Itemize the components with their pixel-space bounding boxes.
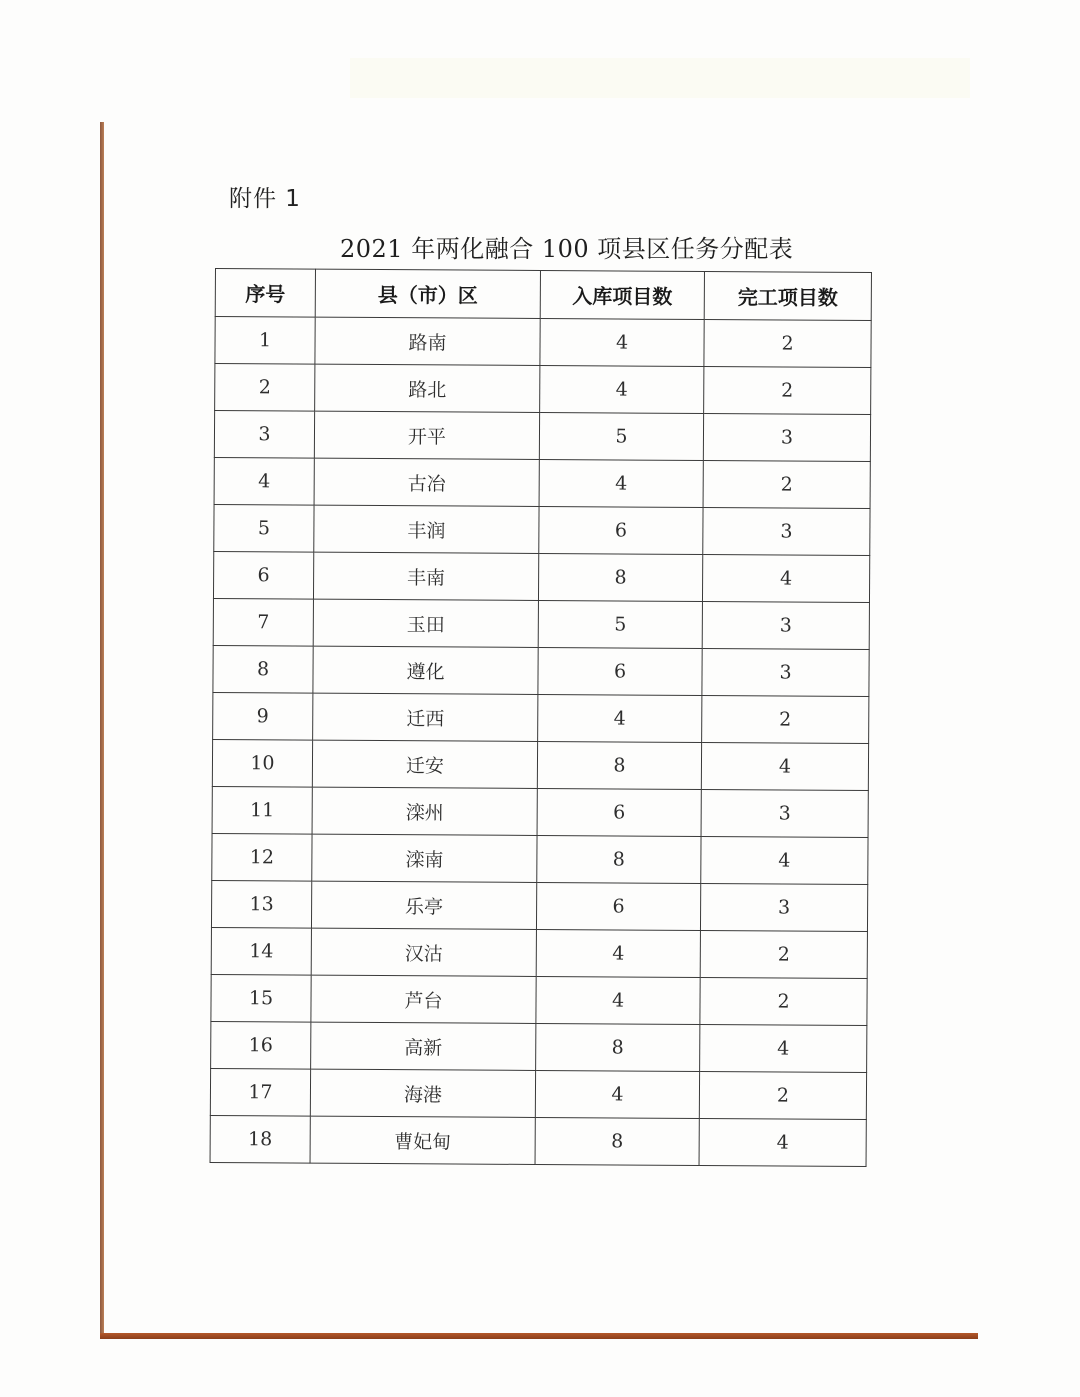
- cell-completed: 3: [702, 601, 869, 649]
- table-row: [211, 974, 867, 1025]
- allocation-table: [210, 268, 872, 1167]
- header-completed-projects: 完工项目数: [704, 271, 871, 320]
- cell-completed: 4: [702, 554, 869, 602]
- cell-stored: 8: [536, 1023, 700, 1071]
- table-row: [212, 786, 868, 837]
- cell-completed: 2: [704, 319, 871, 367]
- cell-stored: 6: [538, 647, 702, 695]
- table-row: [213, 645, 869, 696]
- cell-completed: 3: [702, 648, 869, 696]
- cell-district: 玉田: [313, 599, 538, 647]
- cell-serial: 8: [213, 645, 313, 693]
- cell-district: 芦台: [311, 975, 536, 1023]
- cell-district: 滦州: [312, 787, 537, 835]
- cell-stored: 8: [537, 835, 701, 883]
- table-row: [211, 880, 867, 931]
- cell-serial: 13: [211, 880, 311, 928]
- cell-serial: 6: [213, 551, 313, 599]
- cell-stored: 5: [539, 412, 703, 460]
- cell-district: 滦南: [312, 834, 537, 882]
- table-row: [215, 317, 871, 368]
- cell-serial: 15: [211, 974, 311, 1022]
- table-row: [210, 1068, 866, 1119]
- cell-stored: 8: [537, 741, 701, 789]
- cell-serial: 11: [212, 786, 312, 834]
- table-row: [213, 598, 869, 649]
- cell-completed: 2: [700, 930, 867, 978]
- cell-completed: 3: [701, 789, 868, 837]
- cell-serial: 16: [211, 1021, 311, 1069]
- cell-district: 古冶: [314, 458, 539, 506]
- table-row: [211, 927, 867, 978]
- cell-completed: 3: [703, 507, 870, 555]
- cell-completed: 4: [701, 836, 868, 884]
- cell-stored: 4: [539, 459, 703, 507]
- table-row: [210, 1115, 866, 1166]
- table-row: [214, 411, 870, 462]
- cell-serial: 1: [215, 317, 315, 365]
- cell-completed: 2: [700, 977, 867, 1025]
- cell-serial: 5: [214, 504, 314, 552]
- cell-stored: 8: [538, 553, 702, 601]
- cell-serial: 9: [213, 692, 313, 740]
- cell-district: 迁安: [312, 740, 537, 788]
- cell-district: 曹妃甸: [310, 1116, 535, 1164]
- cell-district: 海港: [310, 1069, 535, 1117]
- cell-district: 迁西: [313, 693, 538, 741]
- header-serial: 序号: [215, 269, 315, 318]
- cell-completed: 2: [703, 460, 870, 508]
- document-title: 2021 年两化融合 100 项县区任务分配表: [340, 235, 794, 263]
- cell-stored: 4: [536, 929, 700, 977]
- cell-stored: 6: [537, 788, 701, 836]
- table-row: [213, 551, 869, 602]
- table-row: [212, 739, 868, 790]
- cell-stored: 4: [538, 694, 702, 742]
- cell-serial: 18: [210, 1115, 310, 1163]
- table-row: [214, 504, 870, 555]
- attachment-label: 附件 1: [229, 186, 301, 212]
- cell-stored: 4: [540, 318, 704, 366]
- cell-serial: 17: [210, 1068, 310, 1116]
- table-row: [211, 1021, 867, 1072]
- cell-district: 丰润: [314, 505, 539, 553]
- cell-stored: 5: [538, 600, 702, 648]
- cell-stored: 4: [540, 365, 704, 413]
- table-row: [212, 833, 868, 884]
- cell-completed: 3: [703, 413, 870, 461]
- cell-completed: 4: [699, 1118, 866, 1166]
- header-stored-projects: 入库项目数: [540, 270, 704, 319]
- cell-district: 汉沽: [311, 928, 536, 976]
- cell-stored: 8: [535, 1117, 699, 1165]
- cell-district: 路北: [315, 364, 540, 412]
- page-left-edge: [100, 122, 104, 1337]
- table-header-row: [215, 269, 871, 321]
- cell-district: 遵化: [313, 646, 538, 694]
- cell-district: 路南: [315, 317, 540, 365]
- cell-completed: 4: [700, 1024, 867, 1072]
- cell-completed: 4: [701, 742, 868, 790]
- table-row: [213, 692, 869, 743]
- cell-stored: 6: [539, 506, 703, 554]
- cell-completed: 2: [704, 366, 871, 414]
- page-bottom-edge: [100, 1333, 978, 1339]
- cell-completed: 2: [702, 695, 869, 743]
- cell-serial: 10: [212, 739, 312, 787]
- cell-stored: 6: [536, 882, 700, 930]
- cell-serial: 3: [214, 411, 314, 459]
- cell-serial: 4: [214, 457, 314, 505]
- scan-artifact: [350, 58, 970, 98]
- cell-serial: 7: [213, 598, 313, 646]
- cell-district: 乐亭: [311, 881, 536, 929]
- cell-district: 高新: [311, 1022, 536, 1070]
- cell-completed: 2: [699, 1071, 866, 1119]
- table-row: [214, 457, 870, 508]
- allocation-table-container: [210, 268, 875, 1167]
- cell-serial: 14: [211, 927, 311, 975]
- cell-serial: 12: [212, 833, 312, 881]
- cell-stored: 4: [536, 976, 700, 1024]
- header-district: 县（市）区: [315, 269, 540, 318]
- cell-district: 丰南: [313, 552, 538, 600]
- table-row: [215, 364, 871, 415]
- cell-district: 开平: [314, 411, 539, 459]
- cell-stored: 4: [535, 1070, 699, 1118]
- cell-completed: 3: [700, 883, 867, 931]
- cell-serial: 2: [215, 364, 315, 412]
